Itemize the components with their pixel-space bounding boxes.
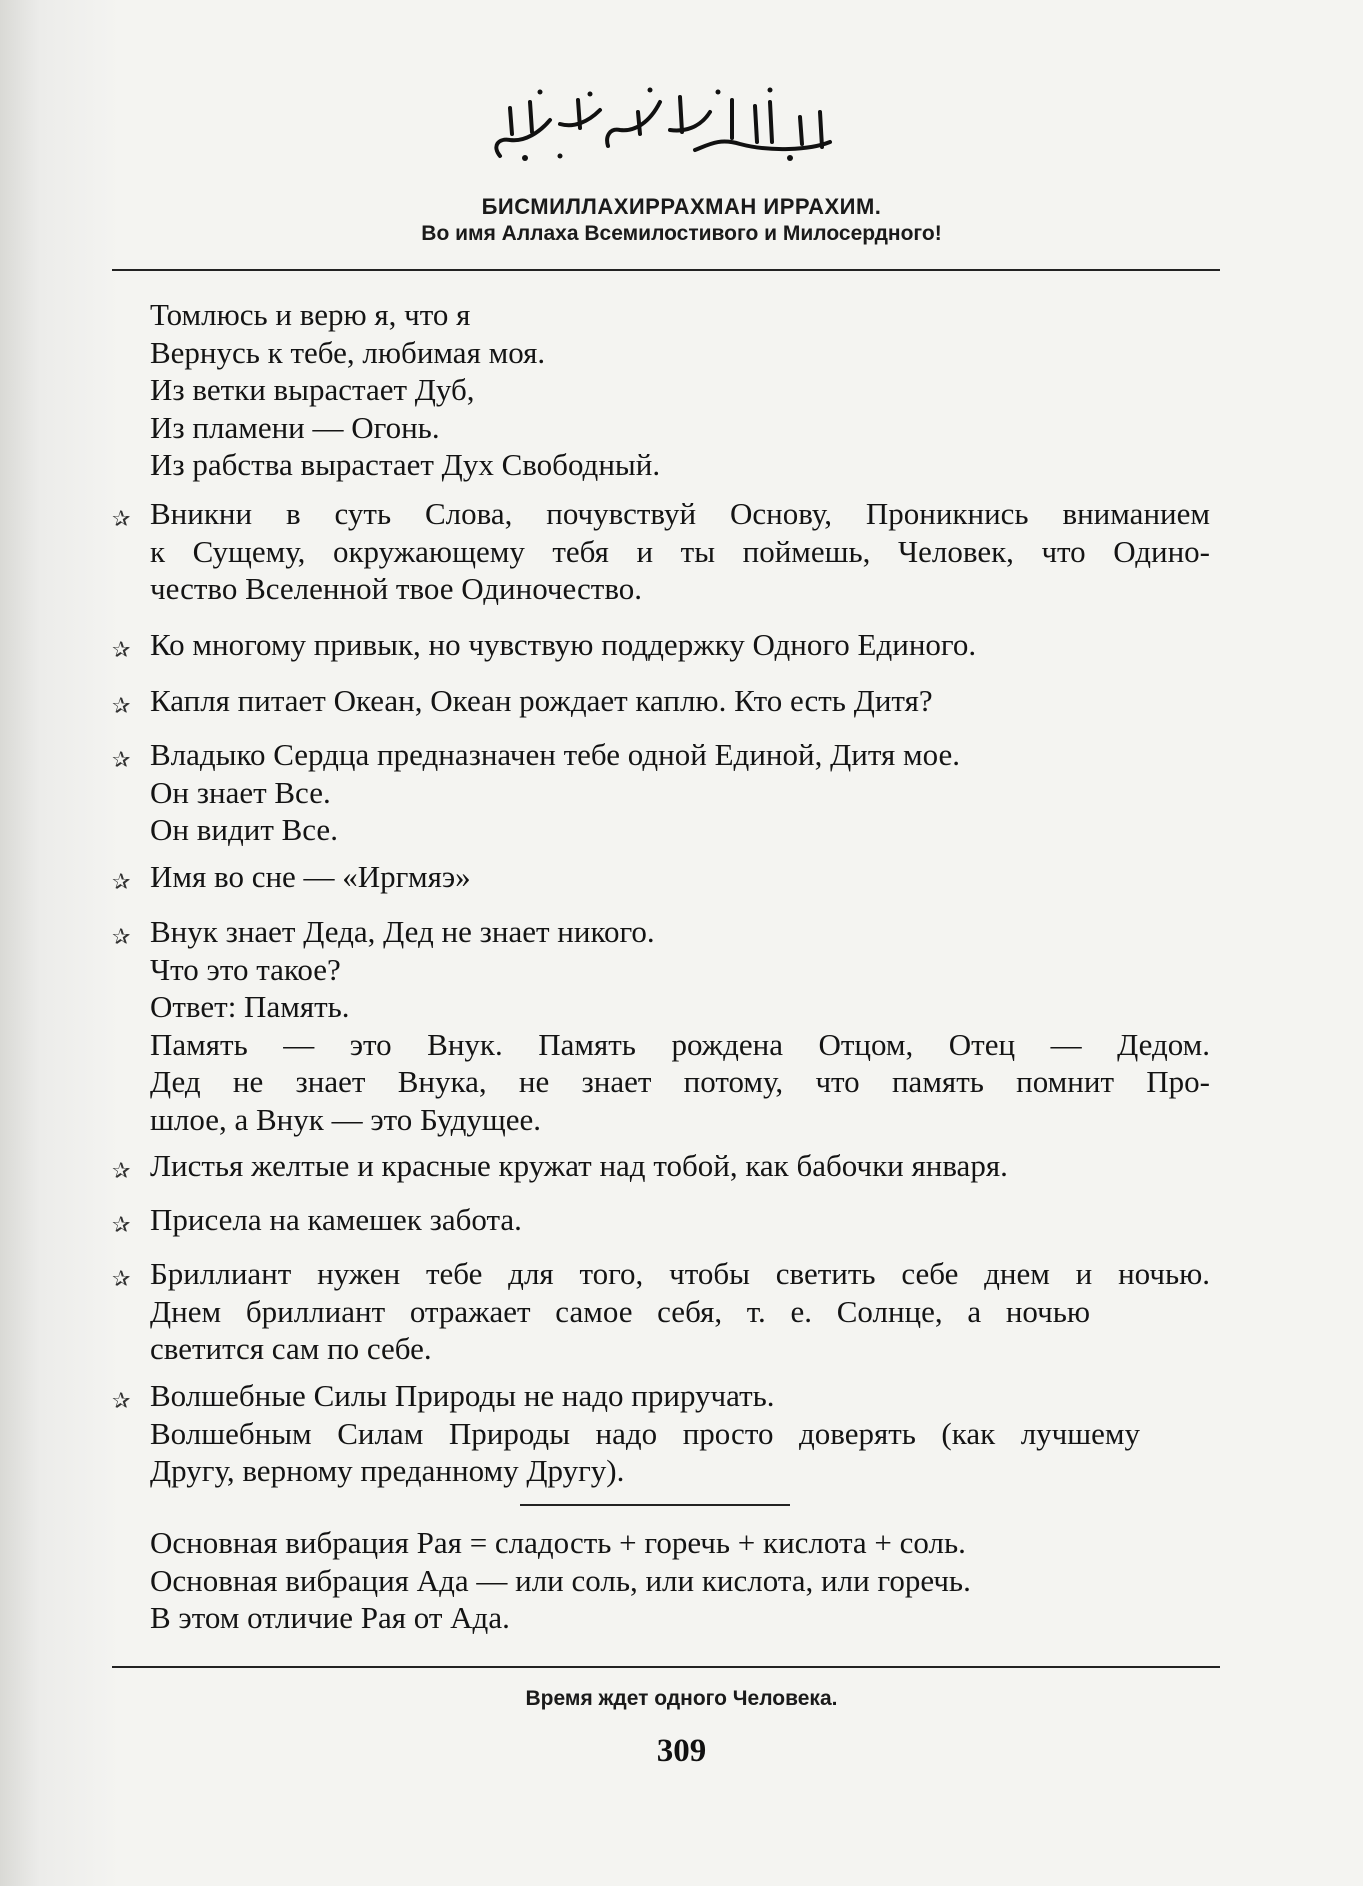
poem-line: Из пламени — Огонь. [150, 409, 440, 445]
closing-line: Основная вибрация Рая = сладость + горечь + кислота + соль. [150, 1525, 966, 1560]
star-bullet-icon: ✰ [112, 1212, 131, 1237]
aphorism-item [150, 1201, 1210, 1239]
aphorism-line: Дед не знает Внука, не знает потому, что память помнит Про- [150, 1064, 1210, 1099]
bismillah-calligraphy-icon [470, 72, 850, 167]
aphorism-line: чество Вселенной твое Одиночество. [150, 571, 643, 606]
star-bullet-icon: ✰ [112, 693, 131, 718]
aphorism-line: Ко многому привык, но чувствую поддержку Одного Единого. [150, 627, 977, 662]
aphorism-item [150, 1377, 1210, 1490]
aphorism-line: Волшебные Силы Природы не надо приручать. [150, 1378, 775, 1413]
aphorism-item [150, 1255, 1210, 1368]
running-footer: Время ждет одного Человека. [525, 1687, 838, 1710]
aphorism-line: Волшебным Силам Природы надо просто доверять (как лучшему [150, 1415, 1140, 1451]
star-bullet-icon: ✰ [112, 506, 131, 531]
aphorism-item [150, 1147, 1210, 1185]
closing-line: Основная вибрация Ада — или соль, или кислота, или горечь. [150, 1562, 971, 1598]
bottom-divider [112, 1666, 1220, 1668]
header-subtitle: Во имя Аллаха Всемилостивого и Милосердного! [421, 222, 942, 245]
aphorism-line: к Сущему, окружающему тебя и ты поймешь, Человек, что Одино- [150, 533, 1210, 569]
aphorism-item [150, 913, 1210, 1138]
aphorism-line: Другу, верному преданному Другу). [150, 1453, 625, 1488]
aphorism-item [150, 626, 1210, 664]
poem-line: Томлюсь и верю я, что я [150, 297, 471, 332]
star-bullet-icon: ✰ [112, 924, 131, 949]
star-bullet-icon: ✰ [112, 747, 131, 772]
star-bullet-icon: ✰ [112, 1266, 131, 1291]
aphorism-line: шлое, а Внук — это Будущее. [150, 1101, 541, 1137]
aphorism-line: Бриллиант нужен тебе для того, чтобы светить себе днем и ночью. [150, 1256, 1210, 1291]
aphorism-line: Имя во сне — «Иргмяэ» [150, 859, 471, 894]
star-bullet-icon: ✰ [112, 869, 131, 894]
aphorism-line: Он видит Все. [150, 812, 338, 847]
aphorism-line: Вникни в суть Слова, почувствуй Основу, Проникнись вниманием [150, 496, 1210, 531]
aphorism-item [150, 858, 1210, 896]
aphorism-line: Днем бриллиант отражает самое себя, т. е. Солнце, а ночью [150, 1293, 1090, 1329]
section-divider [520, 1504, 790, 1506]
star-bullet-icon: ✰ [112, 1158, 131, 1183]
aphorism-line: Внук знает Деда, Дед не знает никого. [150, 914, 655, 949]
aphorism-line: Владыко Сердца предназначен тебе одной Единой, Дитя мое. [150, 737, 960, 772]
poem-line: Из рабства вырастает Дух Свободный. [150, 447, 661, 482]
aphorism-line: Присела на камешек забота. [150, 1202, 522, 1237]
aphorism-item [150, 736, 1210, 849]
page-number: 309 [656, 1733, 707, 1769]
aphorism-line: Ответ: Память. [150, 989, 350, 1024]
star-bullet-icon: ✰ [112, 1388, 131, 1413]
aphorism-line: светится сам по себе. [150, 1331, 432, 1366]
aphorism-line: Листья желтые и красные кружат над тобой, как бабочки января. [150, 1148, 1008, 1183]
closing-block [150, 1524, 1210, 1637]
aphorism-item [150, 495, 1210, 608]
poem-block [150, 296, 1210, 484]
aphorism-line: Что это такое? [150, 951, 341, 987]
aphorism-item [150, 682, 1210, 720]
poem-line: Из ветки вырастает Дуб, [150, 372, 475, 407]
aphorism-line: Он знает Все. [150, 774, 331, 810]
poem-line: Вернусь к тебе, любимая моя. [150, 334, 546, 370]
header-title: БИСМИЛЛАХИРРАХМАН ИРРАХИМ. [481, 194, 882, 219]
aphorism-line: Память — это Внук. Память рождена Отцом, Отец — Дедом. [150, 1026, 1210, 1062]
aphorism-line: Капля питает Океан, Океан рождает каплю. Кто есть Дитя? [150, 683, 933, 718]
star-bullet-icon: ✰ [112, 637, 131, 662]
closing-line: В этом отличие Рая от Ада. [150, 1600, 510, 1635]
top-divider [112, 269, 1220, 271]
